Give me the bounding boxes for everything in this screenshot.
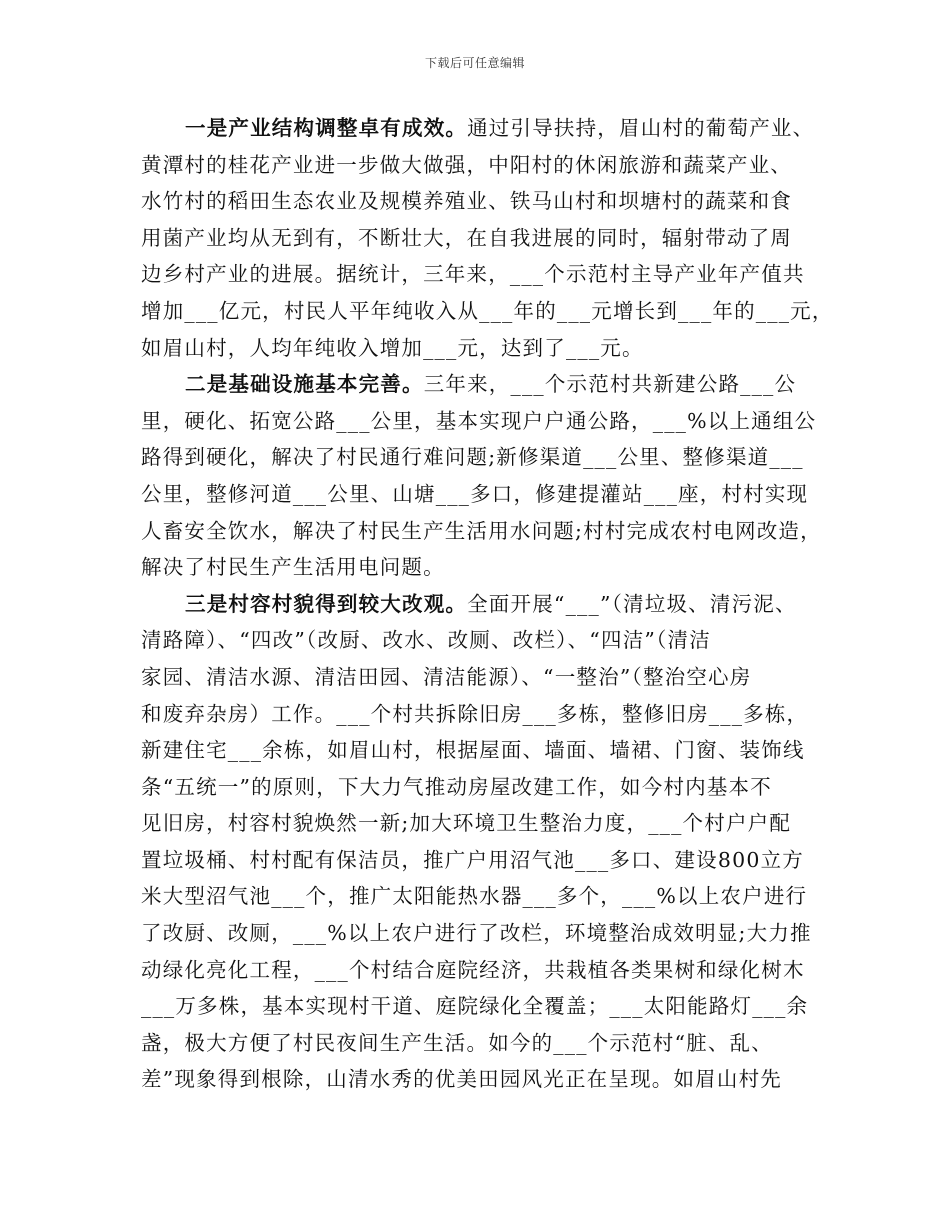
paragraph-first-line-text: 通过引导扶持，眉山村的葡萄产业、 [467,116,815,140]
text-line: 米大型沼气池___个，推广太阳能热水器___多个，___%以上农户进行 [141,884,808,909]
text-line: ___万多株，基本实现村干道、庭院绿化全覆盖；___太阳能路灯___余 [141,994,809,1019]
paragraph-infrastructure [141,366,831,586]
paragraph-first-line-text: 全面开展“___”（清垃圾、清污泥、 [467,591,797,616]
text-line: 了改厨、改厕，___%以上农户进行了改栏，环境整治成效明显;大力推 [141,921,812,946]
text-line: 水竹村的稻田生态农业及规模养殖业、铁马山村和坝塘村的蔬菜和食 [141,189,792,214]
text-line: 见旧房，村容村貌焕然一新;加大环境卫生整治力度，___个村户户配 [141,811,792,836]
text-line: 黄潭村的桂花产业进一步做大做强，中阳村的休闲旅游和蔬菜产业、 [141,152,792,177]
text-line: 清路障）、“四改”（改厨、改水、改厕、改栏）、“四洁”（清洁 [141,628,711,653]
text-line: 解决了村民生产生活用电问题。 [141,555,445,580]
text-line: 边乡村产业的进展。据统计，三年来，___个示范村主导产业年产值共 [141,262,805,287]
paragraph-lead: 一是产业结构调整卓有成效。 [185,116,468,140]
text-line: 动绿化亮化工程，___个村结合庭院经济，共栽植各类果树和绿化树木 [141,957,805,982]
page-header: 下载后可任意编辑 [424,56,525,70]
text-line: 条“五统一”的原则，下大力气推动房屋改建工作，如今村内基本不 [141,774,772,799]
paragraph-lead: 三是村容村貌得到较大改观。 [185,591,468,616]
text-line: 路得到硬化，解决了村民通行难问题;新修渠道___公里、整修渠道___ [141,445,804,470]
text-line: 里，硬化、拓宽公路___公里，基本实现户户通公路，___%以上通组公 [141,408,817,433]
text-line: 置垃圾桶、村村配有保洁员，推广户用沼气池___多口、建设800立方 [141,847,804,872]
text-line: 和废弃杂房）工作。___个村共拆除旧房___多栋，整修旧房___多栋， [141,701,809,726]
paragraph-first-line [141,586,831,623]
paragraph-lead: 二是基础设施基本完善。 [185,372,424,397]
paragraph-first-line [141,110,831,147]
text-line: 增加___亿元，村民人平年纯收入从___年的___元增长到___年的___元， [141,298,834,323]
paragraph-village-appearance [141,586,831,1098]
text-line: 公里，整修河道___公里、山塘___多口，修建提灌站___座，村村实现 [141,481,809,506]
text-line: 家园、清洁水源、清洁田园、清洁能源）、“一整治”（整治空心房 [141,664,752,689]
text-line: 新建住宅___余栋，如眉山村，根据屋面、墙面、墙裙、门窗、装饰线 [141,738,805,763]
text-line: 盏，极大方便了村民夜间生产生活。如今的___个示范村“脏、乱、 [141,1030,773,1055]
paragraph-first-line [141,366,831,403]
text-line: 用菌产业均从无到有，不断壮大，在自我进展的同时，辐射带动了周 [141,225,792,250]
text-line: 差”现象得到根除，山清水秀的优美田园风光正在呈现。如眉山村先 [141,1067,782,1092]
paragraph-first-line-text: 三年来，___个示范村共新建公路___公 [423,372,797,397]
paragraph-industry [141,110,834,366]
text-line: 如眉山村，人均年纯收入增加___元，达到了___元。 [141,335,644,360]
text-line: 人畜安全饮水，解决了村民生产生活用水问题;村村完成农村电网改造， [141,518,822,543]
document-body [141,110,834,1098]
